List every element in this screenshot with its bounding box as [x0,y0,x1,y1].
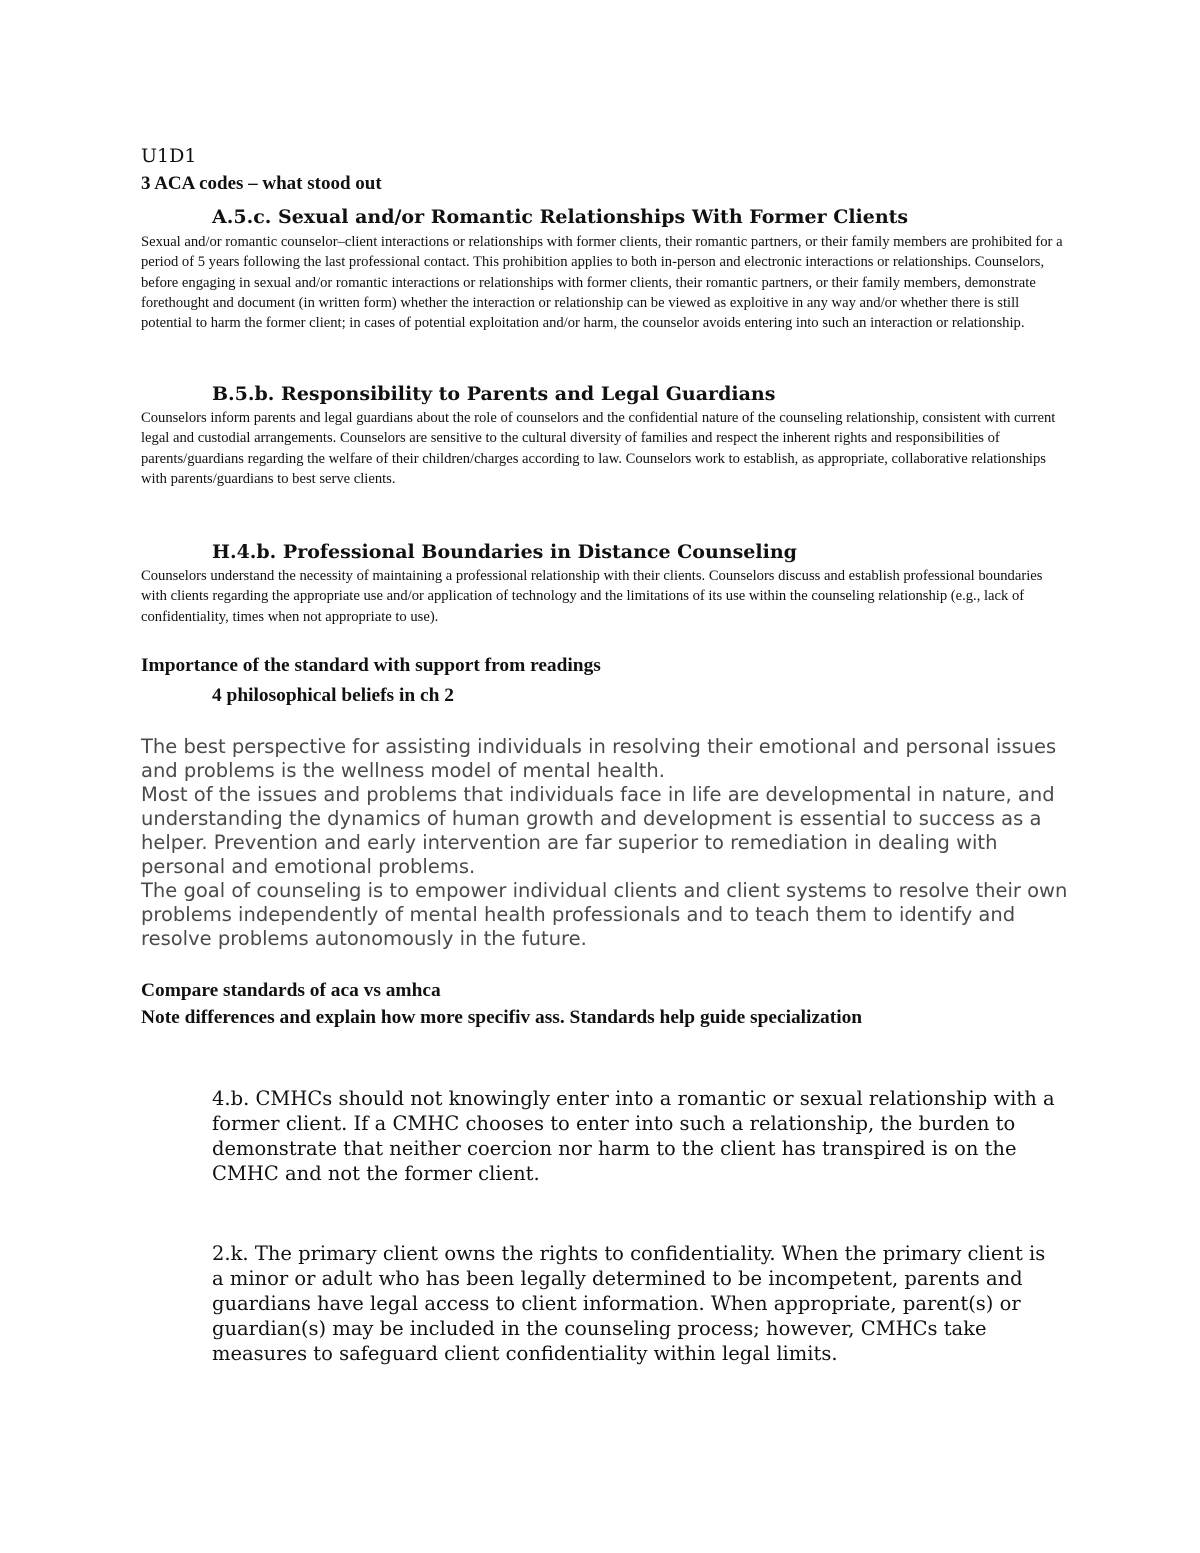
aca-code-body-h4b: Counselors understand the necessity of maintaining a professional relationship with their clients. Counselors discuss and establish professional boundaries with clients regarding the appropriate use and/or application of technology and the limitations of its use within the counseling relationship (e.g., lack of confidentiality, times when not appropriate to use). [141,568,1043,625]
belief-paragraph: Most of the issues and problems that individuals face in life are developmental in nature, and understanding the dynamics of human growth and development is essential to success as a helper. Prevention and early intervention are far superior to remediation in dealing with personal and emotional problems. [141,783,1055,878]
compare-note: Note differences and explain how more specifiv ass. Standards help guide specialization [141,1007,863,1028]
amhca-standard-4b: 4.b. CMHCs should not knowingly enter into a romantic or sexual relationship with a former client. If a CMHC chooses to enter into such a relationship, the burden to demonstrate that neither coercion nor harm to the client has transpired is on the CMHC and not the former client. [212,1087,1055,1185]
document-subtitle: 3 ACA codes – what stood out [141,173,382,194]
aca-code-body-a5c: Sexual and/or romantic counselor–client interactions or relationships with former clients, their romantic partners, or their family members are prohibited for a period of 5 years following the last professional contact. This prohibition applies to both in-person and electronic interactions or relationships. Counselors, before engaging in sexual and/or romantic interactions or relationships with former clients, their romantic partners, or their family members, demonstrate forethought and document (in written form) whether the interaction or relationship can be viewed as exploitive in any way and/or whether there is still potential to harm the former client; in cases of potential exploitation and/or harm, the counselor avoids entering into such an interaction or relationship. [141,234,1063,332]
belief-paragraph: The best perspective for assisting individuals in resolving their emotional and personal issues and problems is the wellness model of mental health. [141,735,1057,782]
aca-code-heading-h4b: H.4.b. Professional Boundaries in Distance Counseling [212,541,797,563]
importance-heading: Importance of the standard with support from readings [141,655,601,676]
philosophical-beliefs [141,735,1071,951]
aca-code-heading-a5c: A.5.c. Sexual and/or Romantic Relationships With Former Clients [212,206,909,228]
document-title: U1D1 [141,145,197,167]
amhca-standard-2k: 2.k. The primary client owns the rights to confidentiality. When the primary client is a minor or adult who has been legally determined to be incompetent, parents and guardians have legal access to client information. When appropriate, parent(s) or guardian(s) may be included in the counseling process; however, CMHCs take measures to safeguard client confidentiality within legal limits. [212,1242,1046,1365]
importance-subheading: 4 philosophical beliefs in ch 2 [212,685,454,706]
aca-code-heading-b5b: B.5.b. Responsibility to Parents and Legal Guardians [212,383,776,405]
compare-heading: Compare standards of aca vs amhca [141,980,441,1001]
aca-code-body-b5b: Counselors inform parents and legal guardians about the role of counselors and the confidential nature of the counseling relationship, consistent with current legal and custodial arrangements. Counselors are sensitive to the cultural diversity of families and respect the inherent rights and responsibilities of parents/guardians regarding the welfare of their children/charges according to law. Counselors work to establish, as appropriate, collaborative relationships with parents/guardians to best serve clients. [141,410,1056,487]
belief-paragraph: The goal of counseling is to empower individual clients and client systems to resolve their own problems independently of mental health professionals and to teach them to identify and resolve problems autonomously in the future. [141,879,1068,950]
